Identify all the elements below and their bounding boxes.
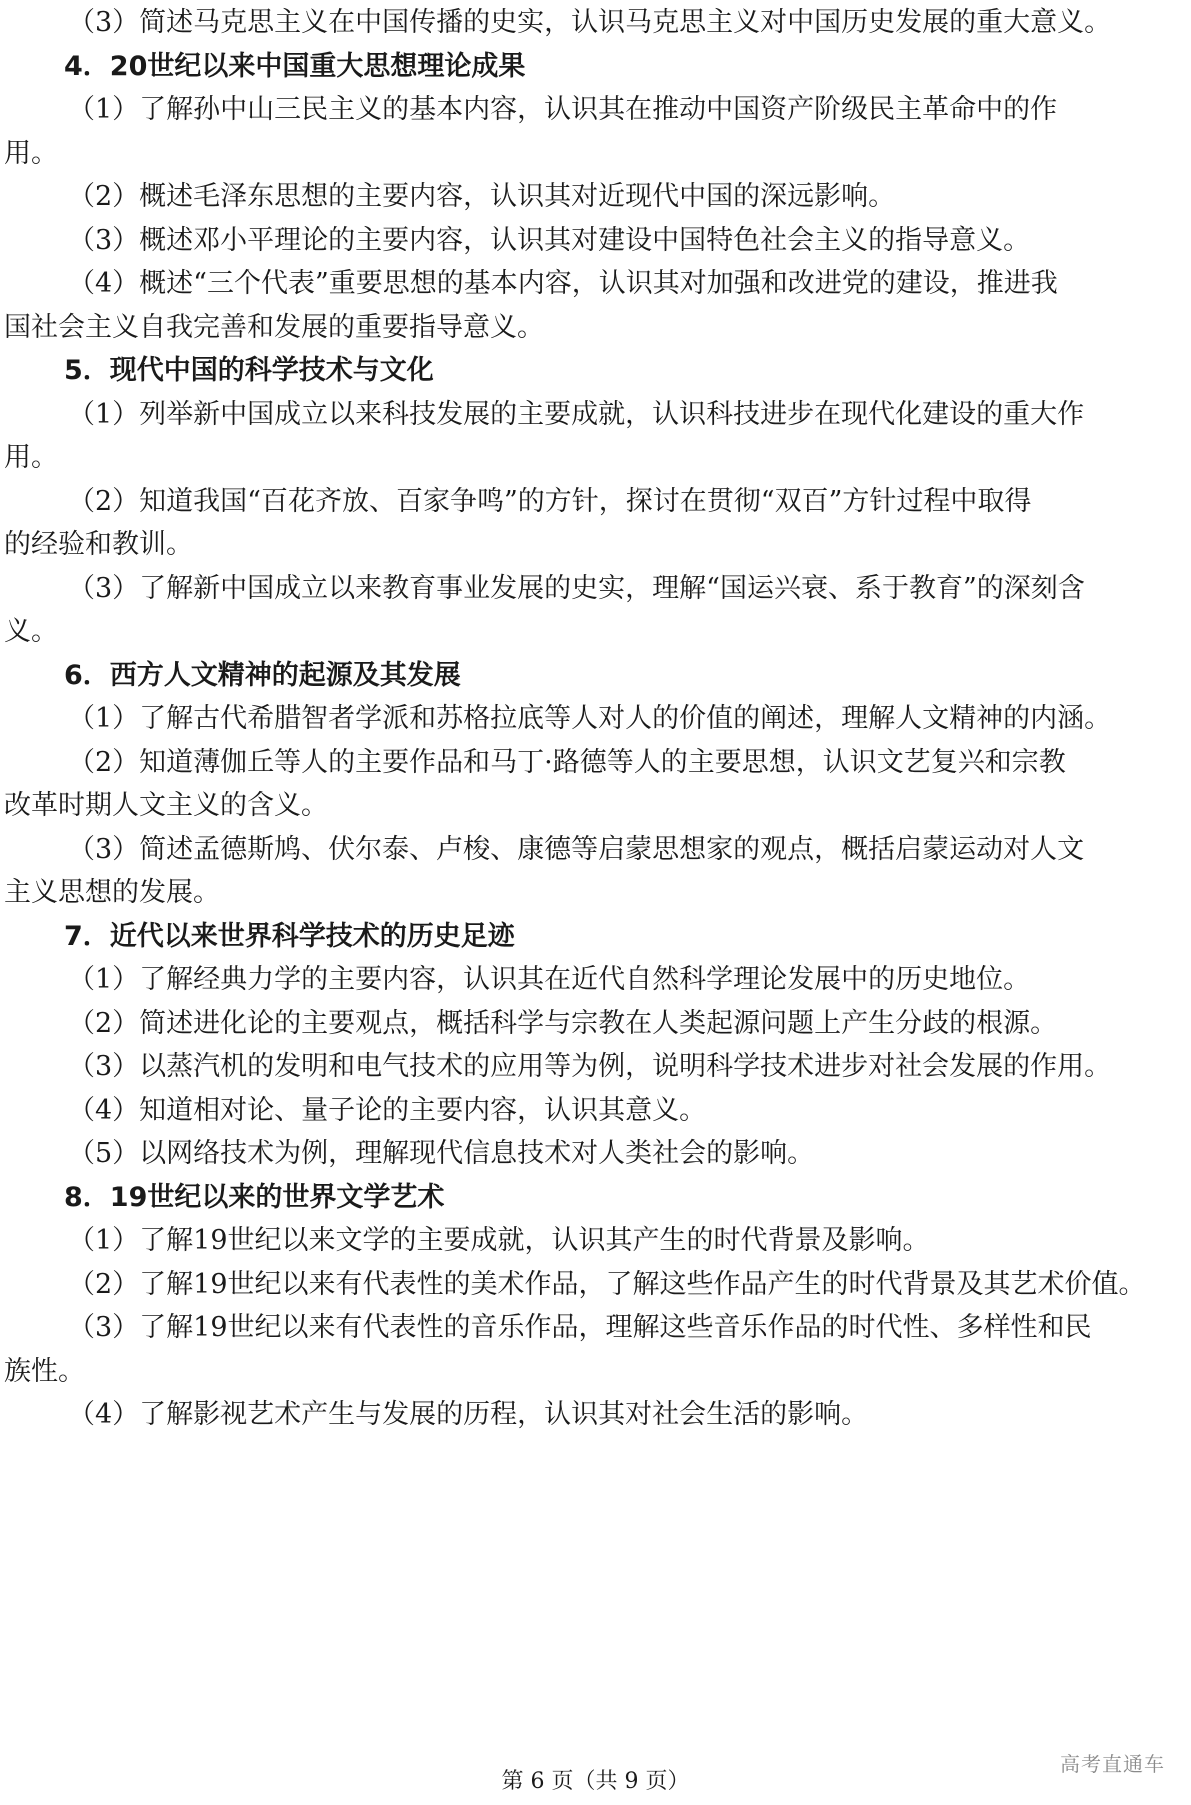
paragraph-continuation: 的经验和教训。 — [4, 529, 193, 560]
paragraph-line: （5）以网络技术为例，理解现代信息技术对人类社会的影响。 — [68, 1138, 815, 1169]
page-number: 第 6 页（共 9 页） — [501, 1769, 690, 1794]
paragraph-line: （2）知道我国“百花齐放、百家争鸣”的方针，探讨在贯彻“双百”方针过程中取得 — [68, 485, 1032, 517]
paragraph-line: （2）知道薄伽丘等人的主要作品和马丁·路德等人的主要思想，认识文艺复兴和宗教 — [68, 746, 1066, 778]
section-heading: 6．西方人文精神的起源及其发展 — [64, 659, 461, 691]
paragraph-continuation: 用。 — [4, 137, 58, 169]
paragraph-line: （3）简述孟德斯鸠、伏尔泰、卢梭、康德等启蒙思想家的观点，概括启蒙运动对人文 — [68, 833, 1085, 865]
paragraph-line: （3）以蒸汽机的发明和电气技术的应用等为例，说明科学技术进步对社会发展的作用。 — [68, 1051, 1112, 1082]
paragraph-line: （3）简述马克思主义在中国传播的史实，认识马克思主义对中国历史发展的重大意义。 — [68, 7, 1112, 38]
paragraph-line: （4）概述“三个代表”重要思想的基本内容，认识其对加强和改进党的建设，推进我 — [68, 268, 1058, 299]
section-heading: 5．现代中国的科学技术与文化 — [64, 355, 434, 386]
section-heading: 7．近代以来世界科学技术的历史足迹 — [64, 920, 515, 952]
section-heading: 8．19世纪以来的世界文学艺术 — [64, 1181, 445, 1213]
paragraph-line: （3）了解19世纪以来有代表性的音乐作品，理解这些音乐作品的时代性、多样性和民 — [68, 1312, 1092, 1343]
paragraph-line: （1）了解经典力学的主要内容，认识其在近代自然科学理论发展中的历史地位。 — [68, 964, 1031, 995]
paragraph-line: （3）了解新中国成立以来教育事业发展的史实，理解“国运兴衰、系于教育”的深刻含 — [68, 572, 1085, 604]
paragraph-line: （4）了解影视艺术产生与发展的历程，认识其对社会生活的影响。 — [68, 1399, 869, 1430]
paragraph-continuation: 族性。 — [4, 1355, 85, 1387]
paragraph-continuation: 国社会主义自我完善和发展的重要指导意义。 — [4, 311, 544, 343]
paragraph-continuation: 用。 — [4, 442, 58, 473]
paragraph-line: （2）了解19世纪以来有代表性的美术作品，了解这些作品产生的时代背景及其艺术价值。 — [68, 1268, 1146, 1300]
paragraph-line: （1）列举新中国成立以来科技发展的主要成就，认识科技进步在现代化建设的重大作 — [68, 398, 1085, 430]
paragraph-line: （1）了解古代希腊智者学派和苏格拉底等人对人的价值的阐述，理解人文精神的内涵。 — [68, 703, 1112, 734]
paragraph-continuation: 义。 — [4, 616, 58, 647]
paragraph-continuation: 改革时期人文主义的含义。 — [4, 790, 328, 821]
paragraph-line: （2）简述进化论的主要观点，概括科学与宗教在人类起源问题上产生分歧的根源。 — [68, 1007, 1058, 1039]
section-heading: 4．20世纪以来中国重大思想理论成果 — [64, 50, 526, 82]
paragraph-line: （1）了解19世纪以来文学的主要成就，认识其产生的时代背景及影响。 — [68, 1225, 930, 1256]
paragraph-line: （4）知道相对论、量子论的主要内容，认识其意义。 — [68, 1094, 707, 1126]
paragraph-line: （3）概述邓小平理论的主要内容，认识其对建设中国特色社会主义的指导意义。 — [68, 224, 1031, 256]
watermark: 高考直通车 — [1060, 1752, 1165, 1776]
paragraph-continuation: 主义思想的发展。 — [4, 877, 220, 908]
paragraph-line: （2）概述毛泽东思想的主要内容，认识其对近现代中国的深远影响。 — [68, 181, 896, 212]
paragraph-line: （1）了解孙中山三民主义的基本内容，认识其在推动中国资产阶级民主革命中的作 — [68, 94, 1058, 125]
